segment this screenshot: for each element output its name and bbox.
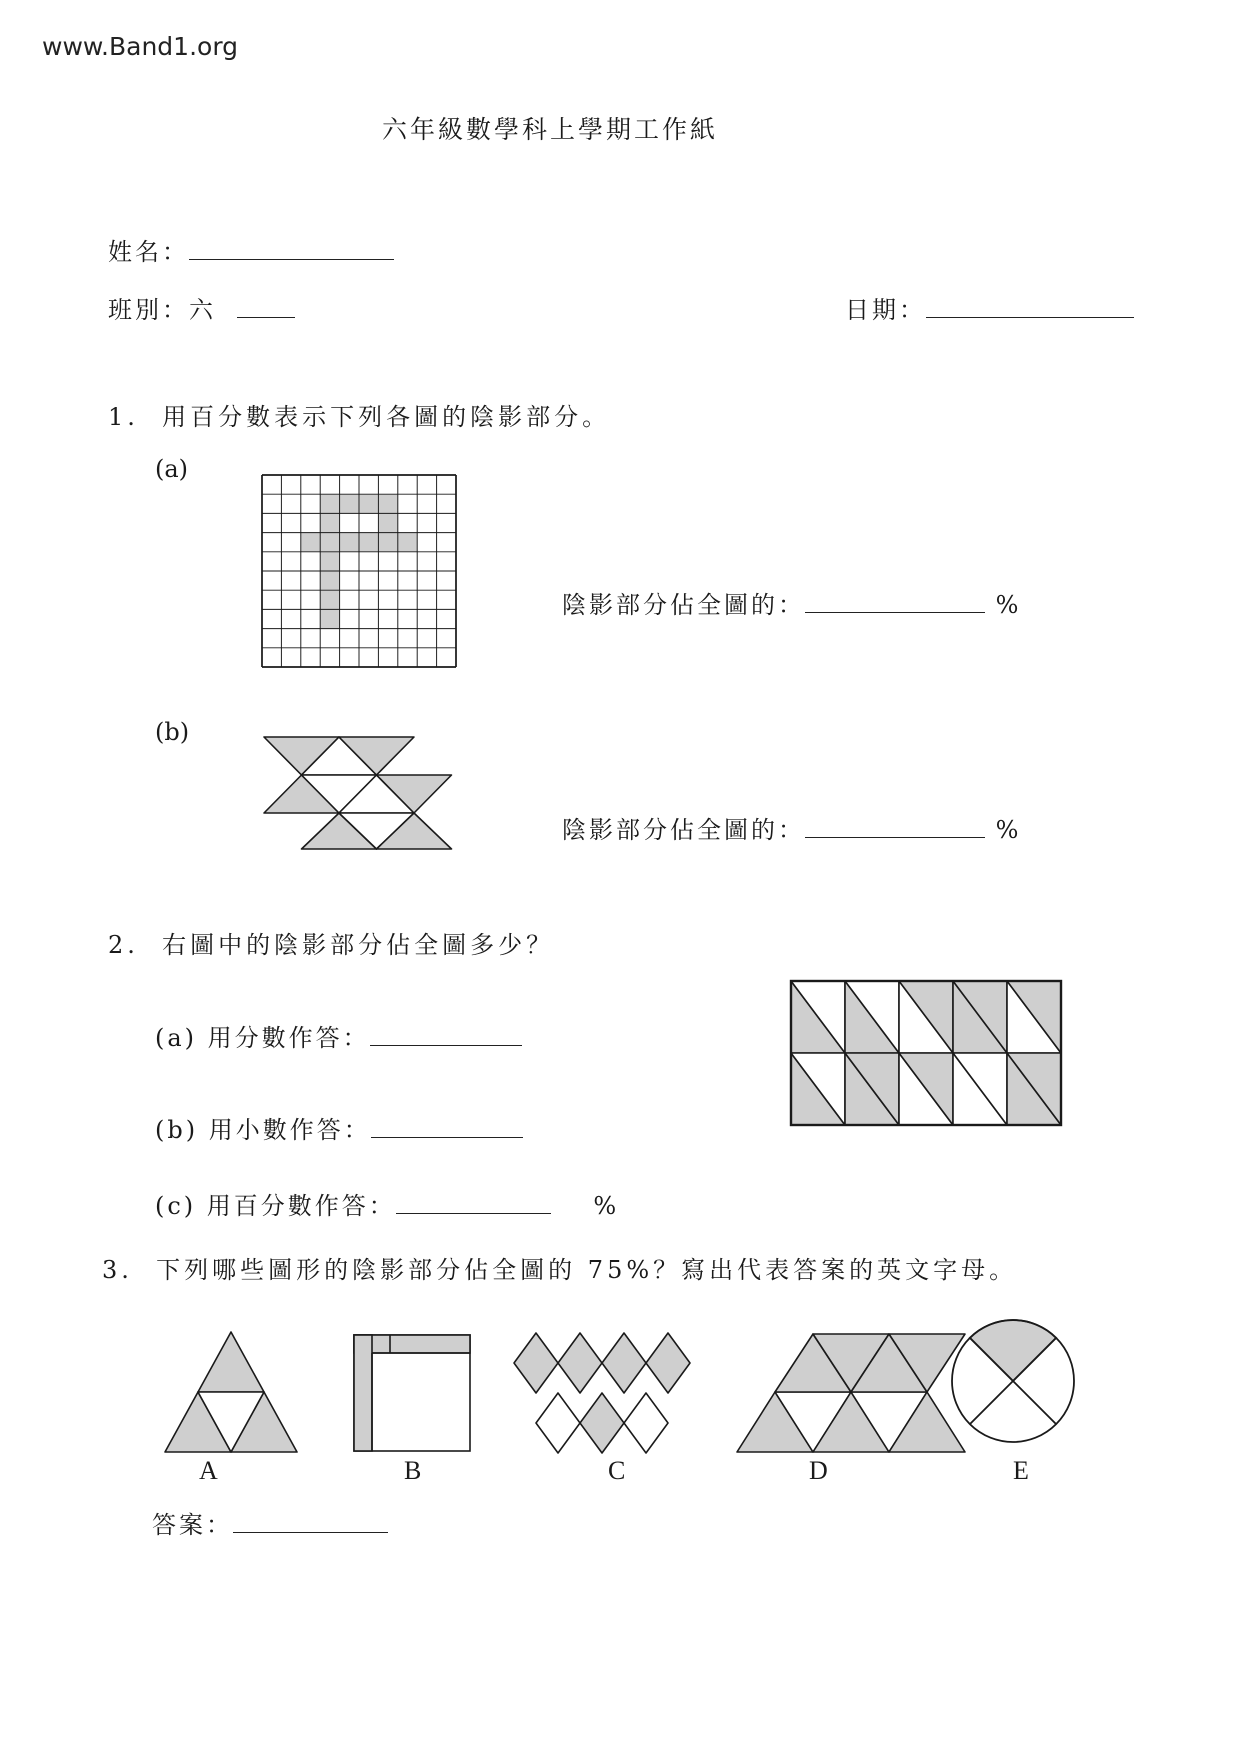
q3-figure-e <box>950 1318 1076 1444</box>
q3-figure-a <box>160 1330 302 1454</box>
q3c-rhombus <box>580 1393 624 1453</box>
grid-shaded-cell <box>320 494 339 513</box>
q3-answer-line[interactable] <box>233 1532 388 1533</box>
grid-shaded-cell <box>320 609 339 628</box>
q2a-row <box>155 1018 522 1053</box>
q2a-label: (a) 用分數作答： <box>155 1024 370 1052</box>
class-field-row <box>108 290 295 325</box>
q1-number: 1. <box>108 403 139 431</box>
q1a-unit: % <box>995 591 1022 619</box>
q2b-answer-line[interactable] <box>371 1137 523 1138</box>
q2-text <box>108 925 554 960</box>
grid-shaded-cell <box>320 571 339 590</box>
q3c-rhombus <box>602 1333 646 1393</box>
grid-shaded-cell <box>378 533 397 552</box>
grid-shaded-cell <box>301 533 320 552</box>
q3c-rhombus <box>624 1393 668 1453</box>
grid-shaded-cell <box>320 533 339 552</box>
class-answer-line[interactable] <box>237 317 295 318</box>
date-field-row <box>845 290 1134 325</box>
grid-shaded-cell <box>340 494 359 513</box>
q1a-answer-line[interactable] <box>805 612 985 613</box>
name-label: 姓名： <box>108 238 189 266</box>
q3-option-b-label: B <box>404 1456 422 1485</box>
q2-prompt: 右圖中的陰影部分佔全圖多少？ <box>162 931 555 959</box>
grid-shaded-cell <box>320 590 339 609</box>
q3-option-a-label: A <box>199 1456 218 1485</box>
q1b-triangle-figure <box>262 735 458 851</box>
page-title: 六年級數學科上學期工作紙 <box>381 115 718 144</box>
q1-text <box>108 397 610 432</box>
q3-number: 3. <box>102 1256 133 1284</box>
q2c-answer-line[interactable] <box>396 1213 551 1214</box>
q2c-label: (c) 用百分數作答： <box>155 1192 396 1220</box>
q3-option-e-label: E <box>1013 1456 1029 1485</box>
q3-figure-b <box>352 1333 472 1453</box>
q1b-answer-row <box>562 810 1021 845</box>
q3-figure-c <box>512 1332 692 1454</box>
watermark: www.Band1.org <box>42 32 239 61</box>
q1a-label: (a) <box>155 455 189 483</box>
grid-shaded-cell <box>320 552 339 571</box>
grid-shaded-cell <box>340 533 359 552</box>
q3-option-c-label: C <box>608 1456 626 1485</box>
q3-answer-row <box>152 1505 388 1540</box>
grid-shaded-cell <box>378 513 397 532</box>
q3c-rhombus <box>514 1333 558 1393</box>
q2-number: 2. <box>108 931 139 959</box>
grid-lines <box>262 475 456 667</box>
q3-figure-d <box>735 1332 931 1454</box>
q2c-row <box>155 1186 619 1221</box>
grid-shaded-cell <box>359 494 378 513</box>
name-answer-line[interactable] <box>189 259 394 260</box>
q3-text <box>102 1250 1017 1285</box>
q2b-row <box>155 1110 523 1145</box>
grid-shaded-cell <box>398 533 417 552</box>
date-label: 日期： <box>845 296 926 324</box>
q1a-answer-text: 陰影部分佔全圖的： <box>562 591 805 619</box>
class-label: 班別：六 <box>108 296 216 324</box>
q3c-rhombus <box>558 1333 602 1393</box>
grid-shaded-cell <box>320 513 339 532</box>
q1a-answer-row <box>562 585 1021 620</box>
q1a-grid-figure <box>262 475 456 667</box>
q1b-answer-line[interactable] <box>805 837 985 838</box>
q1b-label: (b) <box>155 718 190 746</box>
q1-prompt: 用百分數表示下列各圖的陰影部分。 <box>162 403 611 431</box>
date-answer-line[interactable] <box>926 317 1134 318</box>
q1b-answer-text: 陰影部分佔全圖的： <box>562 816 805 844</box>
q2b-label: (b) 用小數作答： <box>155 1116 371 1144</box>
q2a-answer-line[interactable] <box>370 1045 522 1046</box>
grid-shaded-cell <box>359 533 378 552</box>
q3c-rhombus <box>536 1393 580 1453</box>
q3c-rhombus <box>646 1333 690 1393</box>
q2c-unit: % <box>593 1192 620 1220</box>
grid-shaded-cell <box>378 494 397 513</box>
q1b-unit: % <box>995 816 1022 844</box>
q3-answer-label: 答案： <box>152 1511 233 1539</box>
q2-rectangle-figure <box>790 980 1062 1126</box>
name-field-row <box>108 232 394 267</box>
q3-prompt: 下列哪些圖形的陰影部分佔全圖的 75%？寫出代表答案的英文字母。 <box>156 1256 1018 1284</box>
q3-option-d-label: D <box>809 1456 828 1485</box>
